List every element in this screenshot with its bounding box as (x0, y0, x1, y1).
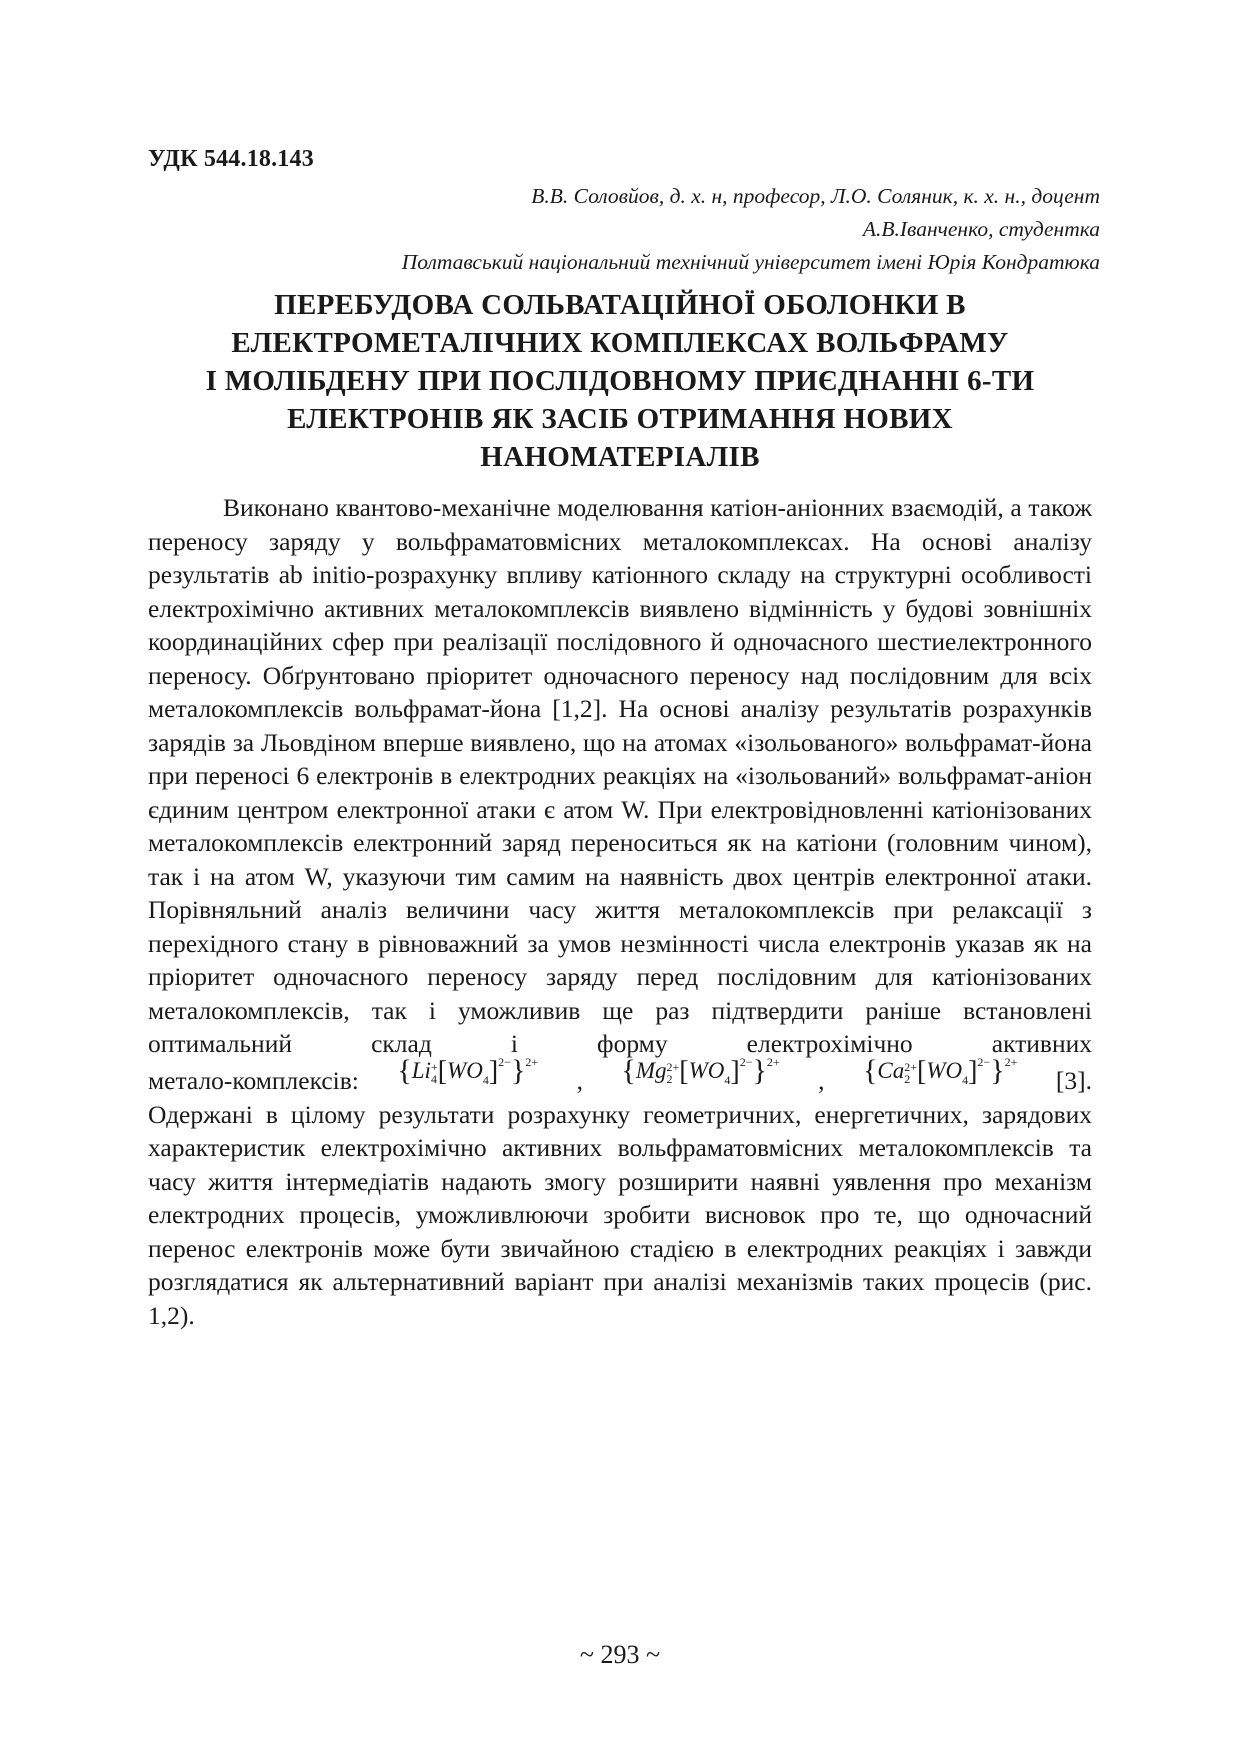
authors-line: А.В.Іванченко, студентка (862, 217, 1100, 241)
page-number: ~ 293 ~ (579, 1640, 661, 1669)
author-block (402, 180, 1100, 279)
complex-formula-ca: {Ca 2+ 2 $[WO_4]^{2-}\}^{2+}$ (862, 1054, 1018, 1087)
formula-separator: , (576, 1066, 583, 1095)
paper-title (140, 286, 1100, 476)
citation-ref: [3]. (1055, 1066, 1092, 1095)
abstract-body (148, 491, 1092, 1332)
formula-separator: , (818, 1066, 825, 1095)
title-line: ПЕРЕБУДОВА СОЛЬВАТАЦІЙНОЇ ОБОЛОНКИ В (274, 289, 966, 321)
abstract-paragraph: Виконано квантово-механічне моделювання катіон-аніонних взаємодій, а також переносу заряду у вольфраматовмісних металокомплексах. На основі аналізу результатів ab initio-розрахунку впливу катіонного складу на структурні особливості електрохімічно активних металокомплексів виявлено відмінність у будові зовнішніх координаційних сфер при реалізації послідовного й одночасного шестиелектронного переносу. Обґрунтовано пріоритет одночасного переносу над послідовним для всіх металокомплексів вольфрамат-йона [1,2]. На основі аналізу результатів розрахунків зарядів за Льовдіном вперше виявлено, що на атомах «ізольованого» вольфрамат-йона при переносі 6 електронів в електродних реакціях на «ізольований» вольфрамат-аніон єдиним центром електронної атаки є атом W. При електровідновленні катіонізованих металокомплексів електронний заряд переноситься як на катіони (головним чином), так і на атом W, указуючи тим самим на наявність двох центрів електронної атаки. Порівняльний аналіз величини часу життя металокомплексів при релаксації з перехідного стану в рівноважний за умов незмінності числа електронів указав як на пріоритет одночасного переносу заряду перед послідовним для катіонізованих металокомплексів, так і уможливив ще раз підтвердити раніше встановлені оптимальний склад і форму електрохімічно активних (148, 493, 1092, 1058)
affiliation: Полтавський національний технічний університет імені Юрія Кондратюка (401, 250, 1100, 274)
title-line: ЕЛЕКТРОМЕТАЛІЧНИХ КОМПЛЕКСАХ ВОЛЬФРАМУ (231, 327, 1009, 359)
title-line: НАНОМАТЕРІАЛІВ (480, 441, 760, 473)
formula-line (148, 1054, 1092, 1098)
authors-line: В.В. Соловйов, д. х. н, професор, Л.О. Соляник, к. х. н., доцент (531, 184, 1100, 208)
title-line: ЕЛЕКТРОНІВ ЯК ЗАСІБ ОТРИМАННЯ НОВИХ (287, 403, 953, 435)
complex-formula-li: {Li + 4 $[WO_4]^{2-}\}^{2+}$ (397, 1054, 539, 1087)
formula-lead-text: метало-комплексів: (148, 1066, 359, 1095)
udc-code: УДК 544.18.143 (148, 146, 314, 172)
title-line: І МОЛІБДЕНУ ПРИ ПОСЛІДОВНОМУ ПРИЄДНАННІ 6-ТИ (205, 365, 1035, 397)
complex-formula-mg: {Mg 2+ 2 $[WO_4]^{2-}\}^{2+}$ (621, 1054, 780, 1087)
abstract-paragraph: Одержані в цілому результати розрахунку геометричних, енергетичних, зарядових характеристик електрохімічно активних вольфраматовмісних металокомплексів та часу життя інтермедіатів надають змогу розширити наявні уявлення про механізм електродних процесів, уможливлюючи зробити висновок про те, що одночасний перенос електронів може бути звичайною стадією в електродних реакціях і завжди розглядатися як альтернативний варіант при аналізі механізмів таких процесів (рис. 1,2). (148, 1099, 1092, 1330)
